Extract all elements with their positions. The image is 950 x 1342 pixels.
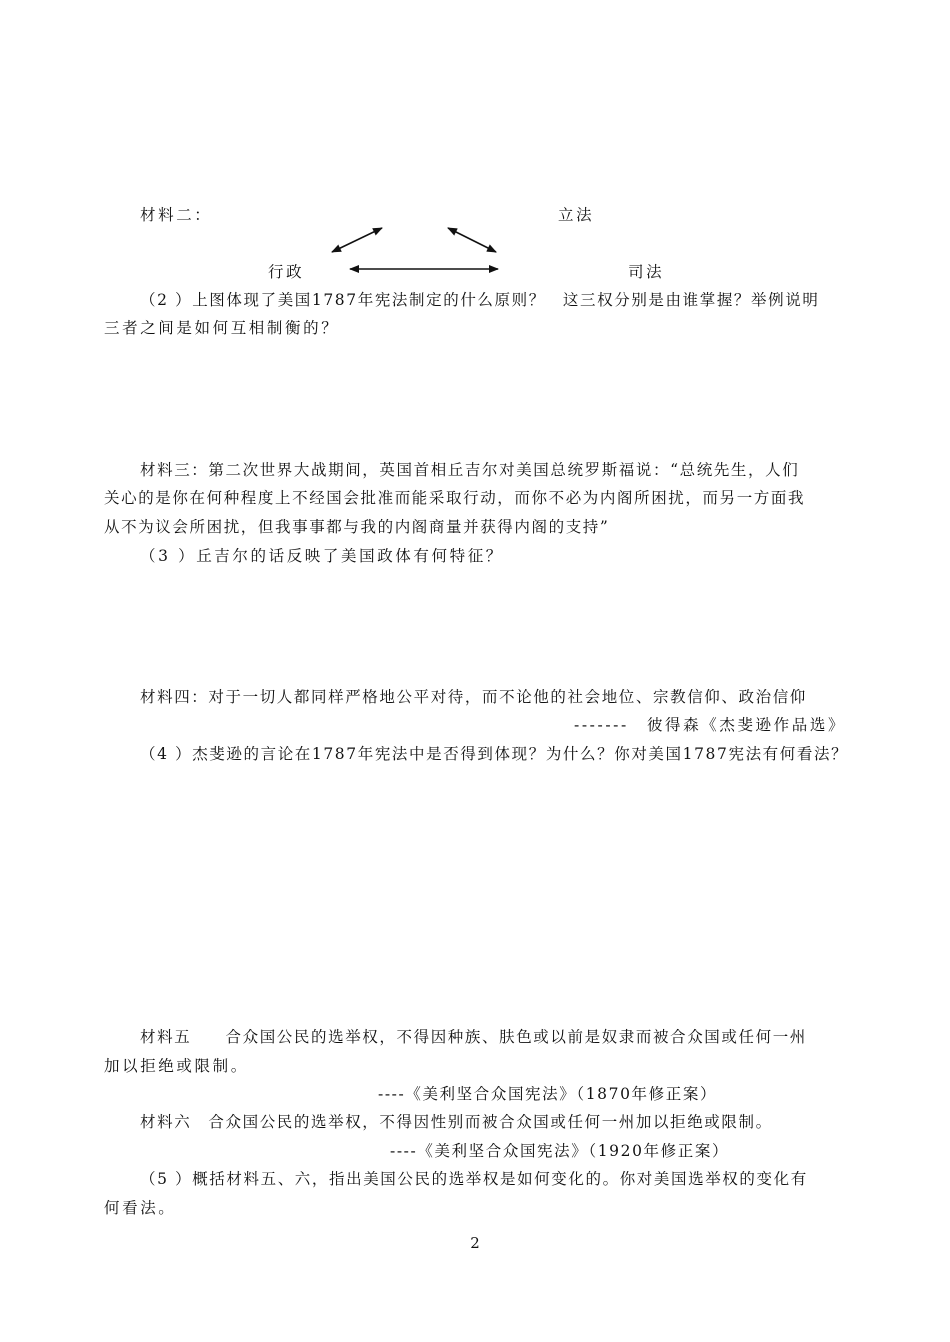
material5-line1: 材料五 合众国公民的选举权，不得因种族、肤色或以前是奴隶而被合众国或任何一州 bbox=[140, 1028, 807, 1046]
material6-source: ----《美利坚合众国宪法》（1920年修正案） bbox=[390, 1142, 730, 1160]
question-2-line1: （2 ）上图体现了美国1787年宪法制定的什么原则？ 这三权分别是由谁掌握？举例说明 bbox=[140, 291, 820, 309]
question-5-line2: 何看法。 bbox=[104, 1199, 177, 1217]
question-2-line2: 三者之间是如何互相制衡的？ bbox=[104, 319, 340, 337]
arrow-legislative-judicial bbox=[448, 228, 496, 252]
arrow-executive-legislative bbox=[332, 228, 382, 252]
material3-line2: 关心的是你在何种程度上不经国会批准而能采取行动，而你不必为内阁所困扰，而另一方面我 bbox=[104, 489, 806, 507]
question-5-line1: （5 ）概括材料五、六，指出美国公民的选举权是如何变化的。你对美国选举权的变化有 bbox=[140, 1170, 808, 1188]
material3-line3: 从不为议会所困扰，但我事事都与我的内阁商量并获得内阁的支持” bbox=[104, 518, 610, 536]
material5-line2: 加以拒绝或限制。 bbox=[104, 1057, 249, 1075]
page-number: 2 bbox=[470, 1234, 480, 1252]
diagram-node-executive: 行政 bbox=[268, 263, 305, 281]
separation-of-powers-arrows bbox=[320, 218, 520, 288]
material3-line1: 材料三：第二次世界大战期间，英国首相丘吉尔对美国总统罗斯福说：“总统先生，人们 bbox=[140, 461, 800, 479]
material6-text: 材料六 合众国公民的选举权，不得因性别而被合众国或任何一州加以拒绝或限制。 bbox=[140, 1113, 773, 1131]
material2-label: 材料二： bbox=[140, 206, 213, 224]
material5-source: ----《美利坚合众国宪法》（1870年修正案） bbox=[378, 1085, 718, 1103]
material4-text: 材料四：对于一切人都同样严格地公平对待，而不论他的社会地位、宗教信仰、政治信仰 bbox=[140, 688, 807, 706]
diagram-node-legislative: 立法 bbox=[558, 206, 595, 224]
question-4: （4 ）杰斐逊的言论在1787年宪法中是否得到体现？为什么？你对美国1787宪法有何看法？ bbox=[140, 745, 849, 763]
question-3: （3 ）丘吉尔的话反映了美国政体有何特征？ bbox=[140, 547, 504, 565]
diagram-node-judicial: 司法 bbox=[628, 263, 665, 281]
material4-source: ------- 彼得森《杰斐逊作品选》 bbox=[574, 716, 847, 734]
